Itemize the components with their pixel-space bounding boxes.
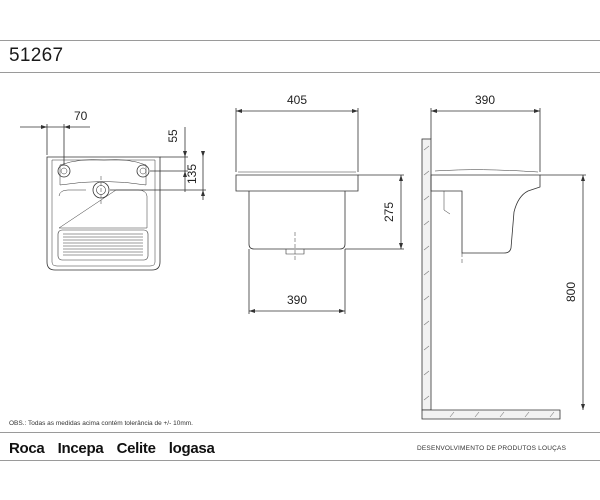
dim-label-390-side: 390 [474,93,496,107]
dim-label-275: 275 [382,201,396,223]
wall-section [422,139,431,410]
front-view [236,108,404,314]
dim-label-70: 70 [74,109,88,123]
brand-roca: Roca [9,440,45,457]
footer-separator-line [0,432,600,433]
right-hole [137,165,149,177]
dim-label-405: 405 [286,93,308,107]
side-view-sink [431,175,540,253]
brand-logasa: logasa [168,440,215,457]
tolerance-note: OBS.: Todas as medidas acima contém tolerância de +/- 10mm. [9,420,193,427]
side-view-bracket [444,191,450,214]
washboard-ribs [63,234,143,255]
front-view-bowl [249,191,345,249]
floor-section [422,410,560,419]
brand-logos [9,440,224,457]
department-label: DESENVOLVIMENTO DE PRODUTOS LOUÇAS [417,445,567,452]
wall-hatch [424,146,554,417]
bottom-border-line [0,460,600,461]
brand-celite: Celite [116,440,156,457]
top-view [20,124,206,270]
product-code: 51267 [9,45,64,66]
top-view-back-ledge [60,160,146,185]
dim-label-800: 800 [564,281,578,303]
basin-outline [59,190,147,228]
dim-label-55: 55 [166,129,180,143]
side-view [422,108,586,419]
dim-label-135: 135 [185,163,199,185]
washboard [58,230,148,260]
front-view-rim [236,175,358,191]
brand-incepa: Incepa [57,440,104,457]
dim-label-390-front: 390 [286,293,308,307]
